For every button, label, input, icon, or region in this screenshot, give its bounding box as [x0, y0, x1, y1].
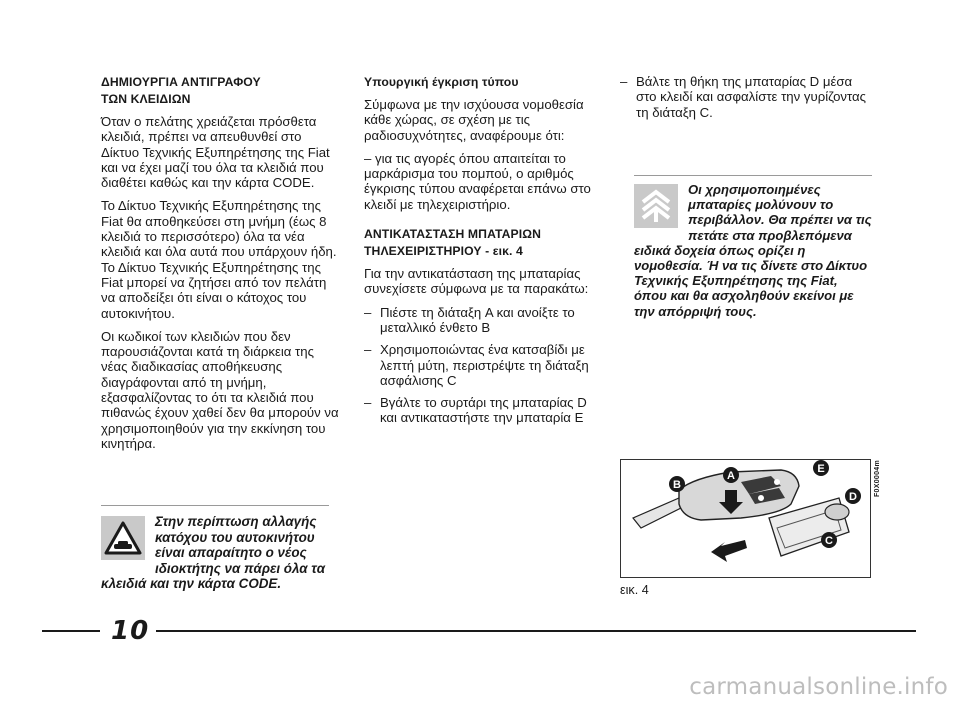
column-middle — [364, 74, 604, 433]
svg-text:C: C — [825, 535, 833, 547]
figure-caption: εικ. 4 — [620, 583, 649, 597]
key-illustration — [621, 460, 870, 577]
environment-note — [634, 175, 872, 319]
label-a — [723, 467, 739, 483]
svg-text:A: A — [727, 470, 735, 482]
svg-text:E: E — [817, 463, 825, 475]
footer-rule-left — [42, 630, 100, 632]
heading-line-1: ΔΗΜΙΟΥΡΓΙΑ ΑΝΤΙΓΡΑΦΟΥ — [101, 75, 261, 89]
warning-text: Στην περίπτωση αλλαγής κατόχου του αυτοκινήτου είναι απαραίτητο ο νέος ιδιοκτήτης να πάρει όλα τα κλειδιά και την κάρτα CODE. — [101, 514, 326, 591]
paragraph: Όταν ο πελάτης χρειάζεται πρόσθετα κλειδιά, πρέπει να απευθυνθεί στο Δίκτυο Τεχνικής Εξυπηρέτησης της Fiat και να έχει μαζί του όλα τα κλειδιά που διαθέτει καθώς και την κάρτα CODE. — [101, 114, 330, 191]
label-d — [845, 488, 861, 504]
label-b — [669, 476, 685, 492]
paragraph: Το Δίκτυο Τεχνικής Εξυπηρέτησης της Fiat θα αποθηκεύσει στη μνήμη (έως 8 κλειδιά το περισσότερο) όλα τα νέα κλειδιά και όλα αυτά που υπάρχουν ήδη. Το Δίκτυο Τεχνικής Εξυπηρέτησης της Fiat μπορεί να ζητήσει από τον πελάτη να αποδείξει ότι είναι ο κάτοχος του αυτοκινήτου. — [101, 198, 337, 321]
column-left — [101, 74, 341, 459]
figure-key-battery — [620, 459, 871, 578]
paragraph: Για την αντικατάσταση της μπαταρίας συνεχίσετε σύμφωνα με τα παρακάτω: — [364, 266, 589, 297]
figure-code: F0X0004m — [874, 460, 881, 498]
paragraph: Οι κωδικοί των κλειδιών που δεν παρουσιάζονται κατά τη διάρκεια της νέας διαδικασίας αποθήκευσης διαγράφονται από τη μνήμη, εξασφαλίζοντας το ότι τα κλειδιά που πιθανώς έχουν χαθεί δεν θα μπορούν να χρησιμοποιηθούν για την εκκίνηση του κινητήρα. — [101, 328, 339, 451]
svg-text:B: B — [673, 479, 681, 491]
paragraph: Σύμφωνα με την ισχύουσα νομοθεσία κάθε χώρας, σε σχέση με τις ραδιοσυχνότητες, αναφέρουμε ότι: — [364, 97, 584, 143]
section-heading-type-approval: Υπουργική έγκριση τύπου — [364, 75, 519, 89]
heading-line-1: ΑΝΤΙΚΑΤΑΣΤΑΣΗ ΜΠΑΤΑΡΙΩΝ — [364, 227, 541, 242]
heading-line-2: ΤΩΝ ΚΛΕΙΔΙΩΝ — [101, 92, 191, 106]
step-item: – Χρησιμοποιώντας ένα κατσαβίδι με λεπτή μύτη, περιστρέψτε τη διάταξη ασφάλισης C — [364, 342, 604, 388]
svg-text:D: D — [849, 491, 857, 503]
step-item: – Πιέστε τη διάταξη A και ανοίξτε το μεταλλικό ένθετο B — [364, 305, 604, 336]
heading-line-2: ΤΗΛΕΧΕΙΡΙΣΤΗΡΙΟΥ - εικ. 4 — [364, 244, 523, 259]
step-item: – Βγάλτε το συρτάρι της μπαταρίας D και αντικαταστήστε την μπαταρία E — [364, 395, 604, 426]
section-heading-key-copy — [101, 74, 341, 108]
page-number: 10 — [111, 616, 150, 646]
label-e — [813, 460, 829, 476]
environment-text: Οι χρησιμοποιημένες μπαταρίες μολύνουν το περιβάλλον. Θα πρέπει να τις πετάτε στα προβλεπόμενα ειδικά δοχεία όπως ορίζει η νομοθεσία. Ή να τις δίνετε στο Δίκτυο Τεχνικής Εξυπηρέτησης της Fiat, όπου και θα ασχοληθούν εκείνοι με την απόρριψή τους. — [634, 182, 872, 319]
warning-triangle-icon — [101, 516, 145, 560]
recycle-tree-icon — [634, 184, 678, 228]
watermark: carmanualsonline.info — [689, 674, 948, 700]
step-item: – Βάλτε τη θήκη της μπαταρίας D μέσα στο κλειδί και ασφαλίστε την γυρίζοντας τη διάταξη C. — [620, 74, 870, 120]
warning-note — [101, 505, 329, 592]
column-right — [620, 74, 870, 127]
footer-rule-right — [156, 630, 916, 632]
section-heading-battery-replacement — [364, 226, 604, 260]
paragraph: – για τις αγορές όπου απαιτείται το μαρκάρισμα του πομπού, ο αριθμός έγκρισης τύπου αναφέρεται επάνω στο κλειδί με τηλεχειριστήριο. — [364, 150, 591, 212]
label-c — [821, 532, 837, 548]
